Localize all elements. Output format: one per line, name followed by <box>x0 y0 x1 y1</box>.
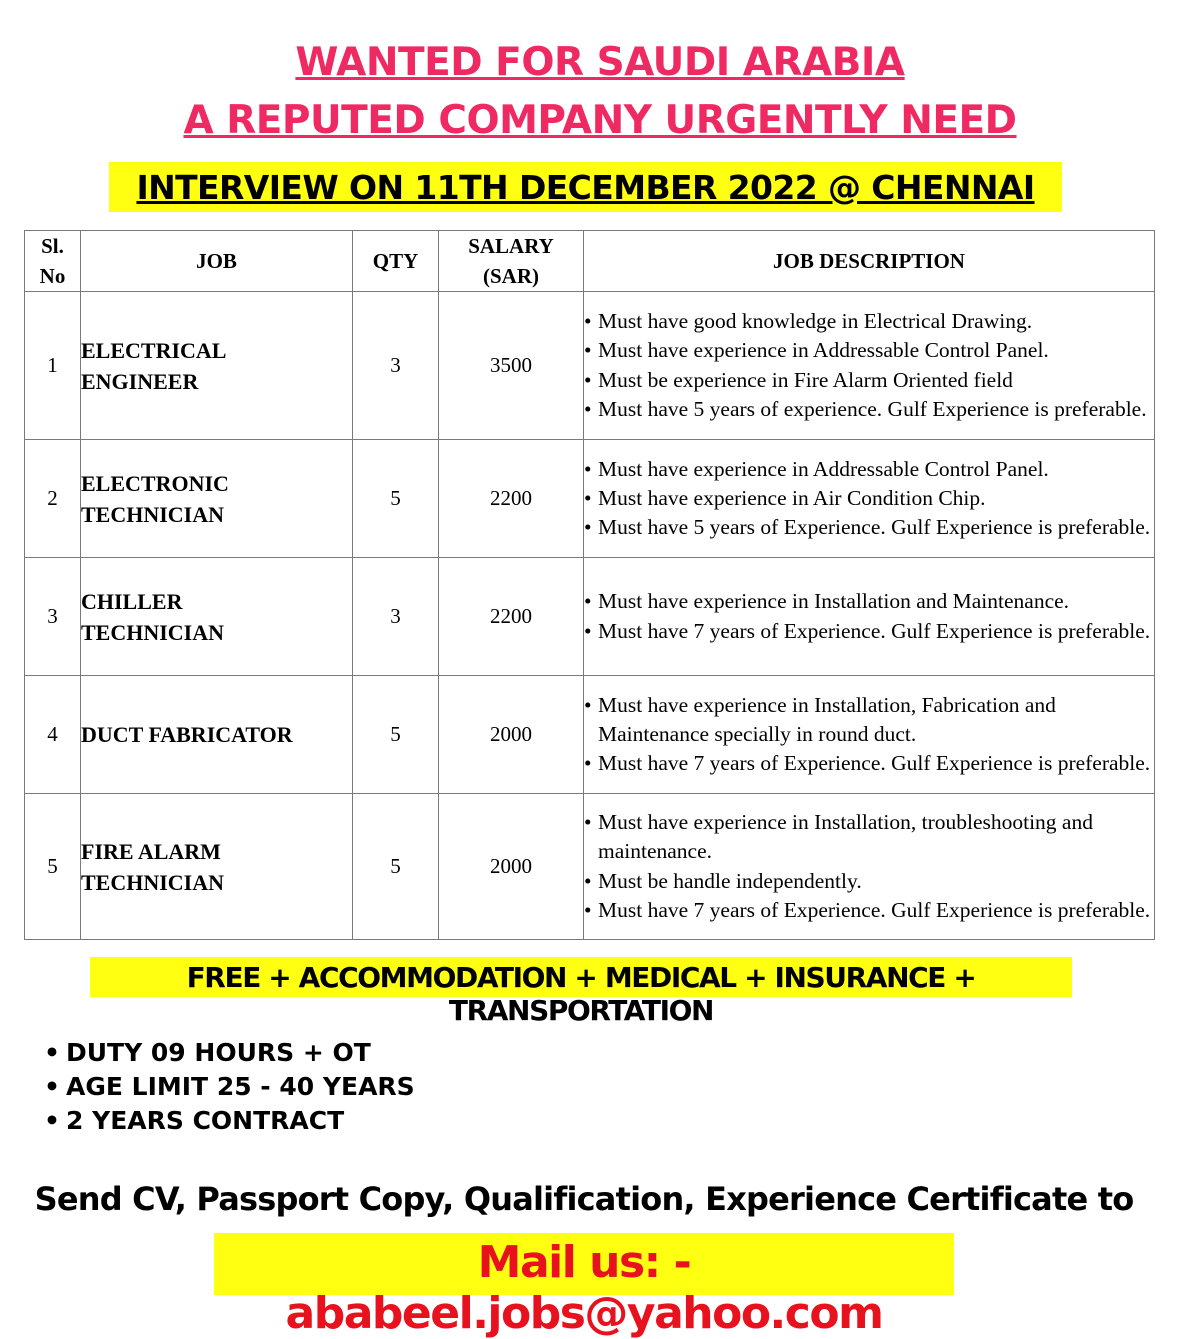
cell-job-description <box>584 440 1155 558</box>
description-item: • Must have experience in Installation, troubleshooting and maintenance. <box>584 808 1154 867</box>
description-list <box>584 691 1154 779</box>
headline-company: A REPUTED COMPANY URGENTLY NEED <box>183 98 1017 143</box>
table-row <box>25 676 1155 794</box>
jobs-table <box>24 230 1155 940</box>
description-list <box>584 455 1154 543</box>
cell-qty: 5 <box>353 676 439 794</box>
mail-highlight <box>214 1233 954 1339</box>
description-item: • Must have experience in Air Condition Chip. <box>584 484 1154 513</box>
cell-salary: 2000 <box>439 676 584 794</box>
cell-salary: 2000 <box>439 794 584 940</box>
description-item: • Must have 7 years of Experience. Gulf Experience is preferable. <box>584 749 1154 778</box>
term-item: • AGE LIMIT 25 - 40 YEARS <box>44 1070 415 1104</box>
header-salary <box>439 231 584 292</box>
cell-qty: 5 <box>353 440 439 558</box>
cell-salary: 3500 <box>439 292 584 440</box>
cell-qty: 3 <box>353 292 439 440</box>
cell-sl-no: 3 <box>25 558 81 676</box>
jobs-table-body <box>25 292 1155 940</box>
cell-sl-no: 4 <box>25 676 81 794</box>
description-item: • Must be handle independently. <box>584 867 1154 896</box>
interview-date: INTERVIEW ON 11TH DECEMBER 2022 @ CHENNAI <box>136 168 1035 207</box>
interview-highlight <box>109 162 1062 212</box>
header-sl-no <box>25 231 81 292</box>
cell-job-title: ELECTRONIC TECHNICIAN <box>81 440 353 558</box>
contact-email[interactable]: Mail us: - ababeel.jobs@yahoo.com <box>285 1237 883 1339</box>
table-row <box>25 794 1155 940</box>
headline-wanted: WANTED FOR SAUDI ARABIA <box>295 40 905 85</box>
header-job: JOB <box>81 231 353 292</box>
send-cv-instructions: Send CV, Passport Copy, Qualification, Experience Certificate to <box>34 1180 1134 1218</box>
description-item: • Must have good knowledge in Electrical Drawing. <box>584 307 1154 336</box>
cell-job-description <box>584 676 1155 794</box>
term-item: • DUTY 09 HOURS + OT <box>44 1036 415 1070</box>
benefits-text: FREE + ACCOMMODATION + MEDICAL + INSURANCE + TRANSPORTATION <box>186 961 976 1027</box>
description-item: • Must have experience in Addressable Control Panel. <box>584 455 1154 484</box>
description-list <box>584 587 1154 646</box>
table-row <box>25 440 1155 558</box>
description-item: • Must have experience in Addressable Control Panel. <box>584 336 1154 365</box>
description-item: • Must have experience in Installation, Fabrication and Maintenance specially in round duct. <box>584 691 1154 750</box>
table-row <box>25 558 1155 676</box>
cell-sl-no: 5 <box>25 794 81 940</box>
header-sl-no-label: Sl. No <box>39 234 66 288</box>
benefits-highlight <box>90 957 1072 1027</box>
cell-job-title: FIRE ALARM TECHNICIAN <box>81 794 353 940</box>
cell-salary: 2200 <box>439 440 584 558</box>
header-job-description: JOB DESCRIPTION <box>584 231 1155 292</box>
term-item: • 2 YEARS CONTRACT <box>44 1104 415 1138</box>
cell-qty: 3 <box>353 558 439 676</box>
header-salary-label: SALARY (SAR) <box>468 234 554 288</box>
cell-job-title: CHILLER TECHNICIAN <box>81 558 353 676</box>
description-item: • Must have 7 years of Experience. Gulf Experience is preferable. <box>584 896 1154 925</box>
cell-sl-no: 1 <box>25 292 81 440</box>
cell-job-description <box>584 794 1155 940</box>
terms-list <box>44 1036 415 1138</box>
description-item: • Must have experience in Installation and Maintenance. <box>584 587 1154 616</box>
description-item: • Must have 5 years of experience. Gulf Experience is preferable. <box>584 395 1154 424</box>
table-header-row <box>25 231 1155 292</box>
description-list <box>584 808 1154 925</box>
cell-job-title: ELECTRICAL ENGINEER <box>81 292 353 440</box>
table-row <box>25 292 1155 440</box>
cell-sl-no: 2 <box>25 440 81 558</box>
description-item: • Must have 5 years of Experience. Gulf Experience is preferable. <box>584 513 1154 542</box>
cell-qty: 5 <box>353 794 439 940</box>
description-list <box>584 307 1154 424</box>
cell-job-description <box>584 292 1155 440</box>
header-qty: QTY <box>353 231 439 292</box>
description-item: • Must have 7 years of Experience. Gulf Experience is preferable. <box>584 617 1154 646</box>
cell-salary: 2200 <box>439 558 584 676</box>
description-item: • Must be experience in Fire Alarm Oriented field <box>584 366 1154 395</box>
cell-job-description <box>584 558 1155 676</box>
cell-job-title: DUCT FABRICATOR <box>81 676 353 794</box>
